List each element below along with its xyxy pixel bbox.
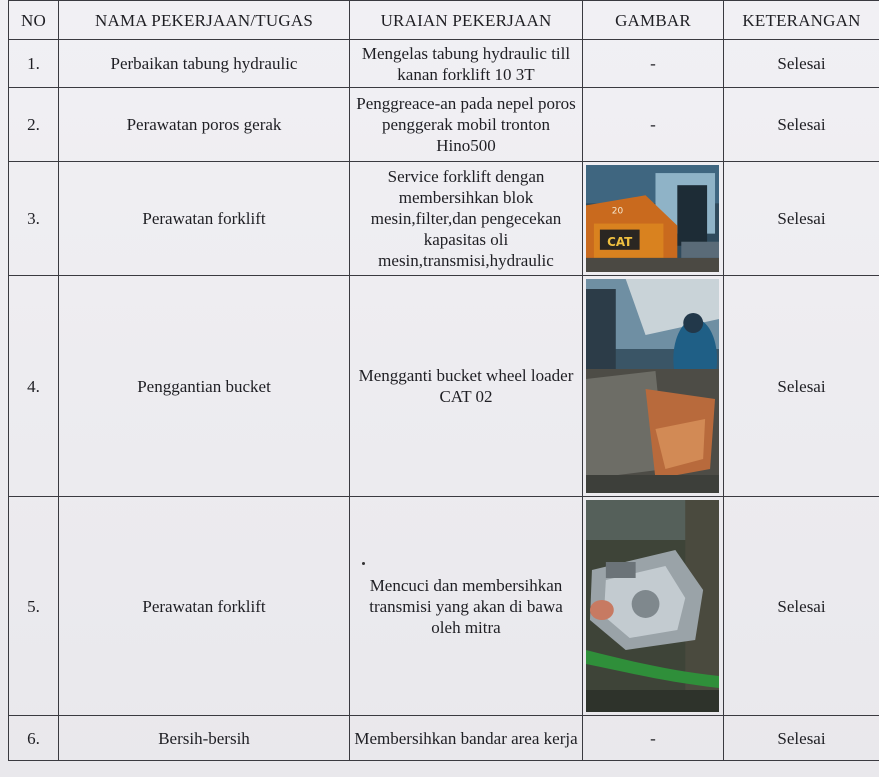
task-name: Bersih-bersih	[59, 716, 350, 761]
header-description: URAIAN PEKERJAAN	[350, 1, 583, 40]
task-status: Selesai	[724, 497, 879, 716]
task-status: Selesai	[724, 162, 879, 276]
photo-cell	[583, 162, 724, 276]
task-status: Selesai	[724, 88, 879, 162]
forklift-photo	[586, 165, 719, 272]
transmission-photo	[586, 500, 719, 712]
table-row	[9, 88, 879, 162]
task-description: Service forklift dengan membersihkan blok mesin,filter,dan pengecekan kapasitas oli mesin,transmisi,hydraulic	[350, 162, 583, 276]
work-log-table	[8, 0, 879, 761]
photo-cell	[583, 497, 724, 716]
row-number: 6.	[9, 716, 59, 761]
table-row	[9, 276, 879, 497]
task-description: Membersihkan bandar area kerja	[350, 716, 583, 761]
forklift-number-label: 20	[611, 206, 624, 217]
forklift-cat-logo: CAT	[607, 234, 633, 249]
task-name: Perbaikan tabung hydraulic	[59, 40, 350, 88]
task-description: Mencuci dan membersihkan transmisi yang akan di bawa oleh mitra	[350, 497, 583, 716]
task-description: Mengganti bucket wheel loader CAT 02	[350, 276, 583, 497]
row-number: 4.	[9, 276, 59, 497]
image-placeholder: -	[583, 716, 724, 761]
task-description: Mengelas tabung hydraulic till kanan forklift 10 3T	[350, 40, 583, 88]
task-status: Selesai	[724, 276, 879, 497]
task-name: Perawatan forklift	[59, 497, 350, 716]
task-status: Selesai	[724, 40, 879, 88]
task-name: Penggantian bucket	[59, 276, 350, 497]
table-row	[9, 40, 879, 88]
header-status: KETERANGAN	[724, 1, 879, 40]
header-row	[9, 1, 879, 40]
task-name: Perawatan poros gerak	[59, 88, 350, 162]
image-placeholder: -	[583, 88, 724, 162]
header-no: NO	[9, 1, 59, 40]
row-number: 1.	[9, 40, 59, 88]
row-number: 5.	[9, 497, 59, 716]
bucket-photo	[586, 279, 719, 493]
task-status: Selesai	[724, 716, 879, 761]
table-row	[9, 497, 879, 716]
ink-dot	[362, 562, 365, 565]
header-task-name: NAMA PEKERJAAN/TUGAS	[59, 1, 350, 40]
table-row	[9, 716, 879, 761]
row-number: 3.	[9, 162, 59, 276]
header-image: GAMBAR	[583, 1, 724, 40]
table-row	[9, 162, 879, 276]
task-description: Penggreace-an pada nepel poros penggerak mobil tronton Hino500	[350, 88, 583, 162]
image-placeholder: -	[583, 40, 724, 88]
row-number: 2.	[9, 88, 59, 162]
task-name: Perawatan forklift	[59, 162, 350, 276]
photo-cell	[583, 276, 724, 497]
